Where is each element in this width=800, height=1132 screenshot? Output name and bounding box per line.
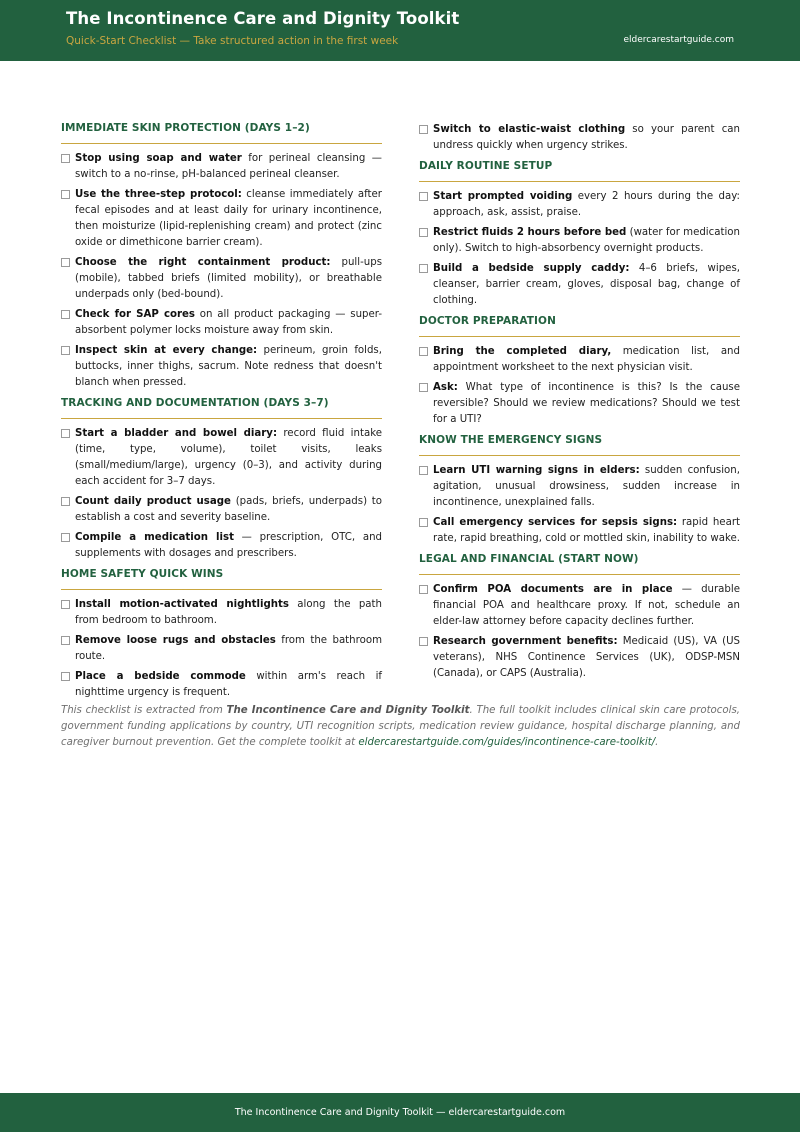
checklist-item-title: Confirm POA documents are in place [433,584,673,595]
document-title: The Incontinence Care and Dignity Toolkit [66,9,460,28]
checkbox[interactable] [61,258,70,267]
checklist-item [61,151,382,183]
section-home-safety-quick-wins [61,568,382,701]
section-legal-and-financial-start-now [419,553,740,682]
checkbox[interactable] [419,228,428,237]
section-heading: KNOW THE EMERGENCY SIGNS [419,434,740,456]
footer-note [61,703,740,751]
checklist-item-title: Switch to elastic-waist clothing [433,124,626,135]
checklist-item [419,463,740,511]
checklist-item-text: for perineal cleansing — switch to a no-rinse, pH-balanced perineal cleanser. [75,153,382,180]
section-daily-routine-setup [419,160,740,309]
checklist-item-title: Choose the right containment product: [75,257,331,268]
checkbox[interactable] [419,264,428,273]
checklist-item-title: Learn UTI warning signs in elders: [433,465,640,476]
checkbox[interactable] [419,347,428,356]
document-subtitle: Quick-Start Checklist — Take structured action in the first week [66,35,399,47]
checklist-item [61,426,382,490]
checklist-item-title: Use the three-step protocol: [75,189,242,200]
checklist-item-title: Check for SAP cores [75,309,195,320]
checkbox[interactable] [61,600,70,609]
checklist-item-text: pull-ups (mobile), tabbed briefs (limited mobility), or breathable underpads only (bed-bound). [75,257,382,300]
section-know-the-emergency-signs [419,434,740,547]
checklist-item-title: Research government benefits: [433,636,618,647]
checklist-item-text: on all product packaging — super-absorbent polymer locks moisture away from skin. [75,309,382,336]
checklist-item [61,307,382,339]
checkbox[interactable] [61,346,70,355]
checklist-item-text: within arm's reach if nighttime urgency is frequent. [75,671,382,698]
checkbox[interactable] [61,533,70,542]
checklist-item [419,515,740,547]
right-column [419,122,740,688]
checklist-item [61,343,382,391]
checklist-item-title: Restrict fluids 2 hours before bed [433,227,627,238]
checklist-item [61,633,382,665]
checklist-item-text: along the path from bedroom to bathroom. [75,599,383,626]
checkbox[interactable] [61,636,70,645]
checklist-item [419,261,740,309]
footer-note-suffix: . [655,737,659,748]
checklist-item-text: rapid heart rate, rapid breathing, cold or mottled skin, inability to wake. [433,517,741,544]
section-heading: DAILY ROUTINE SETUP [419,160,740,182]
checkbox[interactable] [419,637,428,646]
checklist-item [61,597,382,629]
checklist-item-title: Count daily product usage [75,496,231,507]
checklist-item-text: — prescription, OTC, and supplements with dosages and prescribers. [75,532,383,559]
checklist-item-text: medication list, and appointment worksheet to the next physician visit. [433,346,740,373]
checklist-item-text: — durable financial POA and healthcare proxy. If not, schedule an elder-law attorney before capacity declines further. [433,584,740,627]
checkbox[interactable] [419,518,428,527]
checkbox[interactable] [61,190,70,199]
section-immediate-skin-protection-days-1-2 [61,122,382,391]
checkbox[interactable] [419,192,428,201]
checklist-item-title: Call emergency services for sepsis signs: [433,517,678,528]
checklist-item-title: Place a bedside commode [75,671,246,682]
checklist-item-title: Stop using soap and water [75,153,242,164]
checklist-item-text: so your parent can undress quickly when urgency strikes. [433,124,740,151]
checklist-item-title: Inspect skin at every change: [75,345,258,356]
footer-note-toolkit-name: The Incontinence Care and Dignity Toolkit [226,705,470,716]
section-heading: HOME SAFETY QUICK WINS [61,568,382,590]
checkbox[interactable] [61,429,70,438]
checklist-item-title: Ask: [433,382,458,393]
footer-note-prefix: This checklist is extracted from [61,705,227,716]
checklist-item-title: Bring the completed diary, [433,346,612,357]
checklist-item [61,669,382,701]
checkbox[interactable] [61,154,70,163]
footer-bar [0,1093,800,1132]
section-heading: TRACKING AND DOCUMENTATION (DAYS 3–7) [61,397,382,419]
checklist-item [419,225,740,257]
checkbox[interactable] [61,310,70,319]
section-doctor-preparation [419,315,740,428]
footer-note-body: . The full toolkit includes clinical skin care protocols, government funding applications by country, UTI recognition scripts, medication review guidance, hospital discharge planning, and caregiver burnout prevention. Get the complete toolkit at [61,705,741,748]
checkbox[interactable] [419,125,428,134]
checklist-item-text: sudden confusion, agitation, unusual drowsiness, sudden increase in incontinence, unexplained falls. [433,465,740,508]
checklist-item [61,494,382,526]
checklist-item-title: Start a bladder and bowel diary: [75,428,278,439]
checkbox[interactable] [419,383,428,392]
checklist-item [419,582,740,630]
checklist-item [419,189,740,221]
section-tracking-and-documentation-days-3-7 [61,397,382,562]
checklist-item-title: Start prompted voiding [433,191,573,202]
checklist-item-text: (pads, briefs, underpads) to establish a cost and severity baseline. [75,496,383,523]
section-heading: LEGAL AND FINANCIAL (START NOW) [419,553,740,575]
checkbox[interactable] [61,497,70,506]
checklist-item-text: from the bathroom route. [75,635,382,662]
checklist-item [419,380,740,428]
checklist-item [61,530,382,562]
section-heading: DOCTOR PREPARATION [419,315,740,337]
checklist-item [419,634,740,682]
checklist-item-text: (water for medication only). Switch to high-absorbency overnight products. [433,227,740,254]
checklist-item-title: Compile a medication list [75,532,234,543]
checkbox[interactable] [419,585,428,594]
checklist-item [61,187,382,251]
checklist-item-title: Build a bedside supply caddy: [433,263,630,274]
toolkit-link[interactable]: eldercarestartguide.com/guides/incontinence-care-toolkit/ [358,737,656,748]
checklist-item-title: Remove loose rugs and obstacles [75,635,276,646]
checklist-item-text: perineum, groin folds, buttocks, inner thighs, sacrum. Note redness that doesn't blanch when pressed. [75,345,382,388]
checklist-item [61,255,382,303]
checklist-item [419,344,740,376]
header-url[interactable]: eldercarestartguide.com [623,35,734,45]
checklist-item-text: record fluid intake (time, type, volume), toilet visits, leaks (small/medium/large), urgency (0–3), and activity during each accident for 3–7 days. [75,428,382,487]
footer-bar-text: The Incontinence Care and Dignity Toolkit — eldercarestartguide.com [234,1107,566,1118]
checklist-item-text: every 2 hours during the day: approach, ask, assist, praise. [433,191,740,218]
checklist-item [419,122,740,154]
left-column [61,122,382,707]
section-heading: IMMEDIATE SKIN PROTECTION (DAYS 1–2) [61,122,382,144]
checkbox[interactable] [419,466,428,475]
checklist-item-text: What type of incontinence is this? Is the cause reversible? Should we review medications? Should we test for a UTI? [433,382,740,425]
checklist-item-text: Medicaid (US), VA (US veterans), NHS Continence Services (UK), ODSP-MSN (Canada), or CAPS (Australia). [433,636,741,679]
checklist-item-text: 4–6 briefs, wipes, cleanser, barrier cream, gloves, disposal bag, change of clothing. [433,263,740,306]
checklist-item-title: Install motion-activated nightlights [75,599,289,610]
checklist-item-text: cleanse immediately after fecal episodes and at least daily for urinary incontinence, then moisturize (lipid-replenishing cream) and protect (zinc oxide or dimethicone barrier cream). [75,189,382,248]
header-bar [0,0,800,61]
checkbox[interactable] [61,672,70,681]
